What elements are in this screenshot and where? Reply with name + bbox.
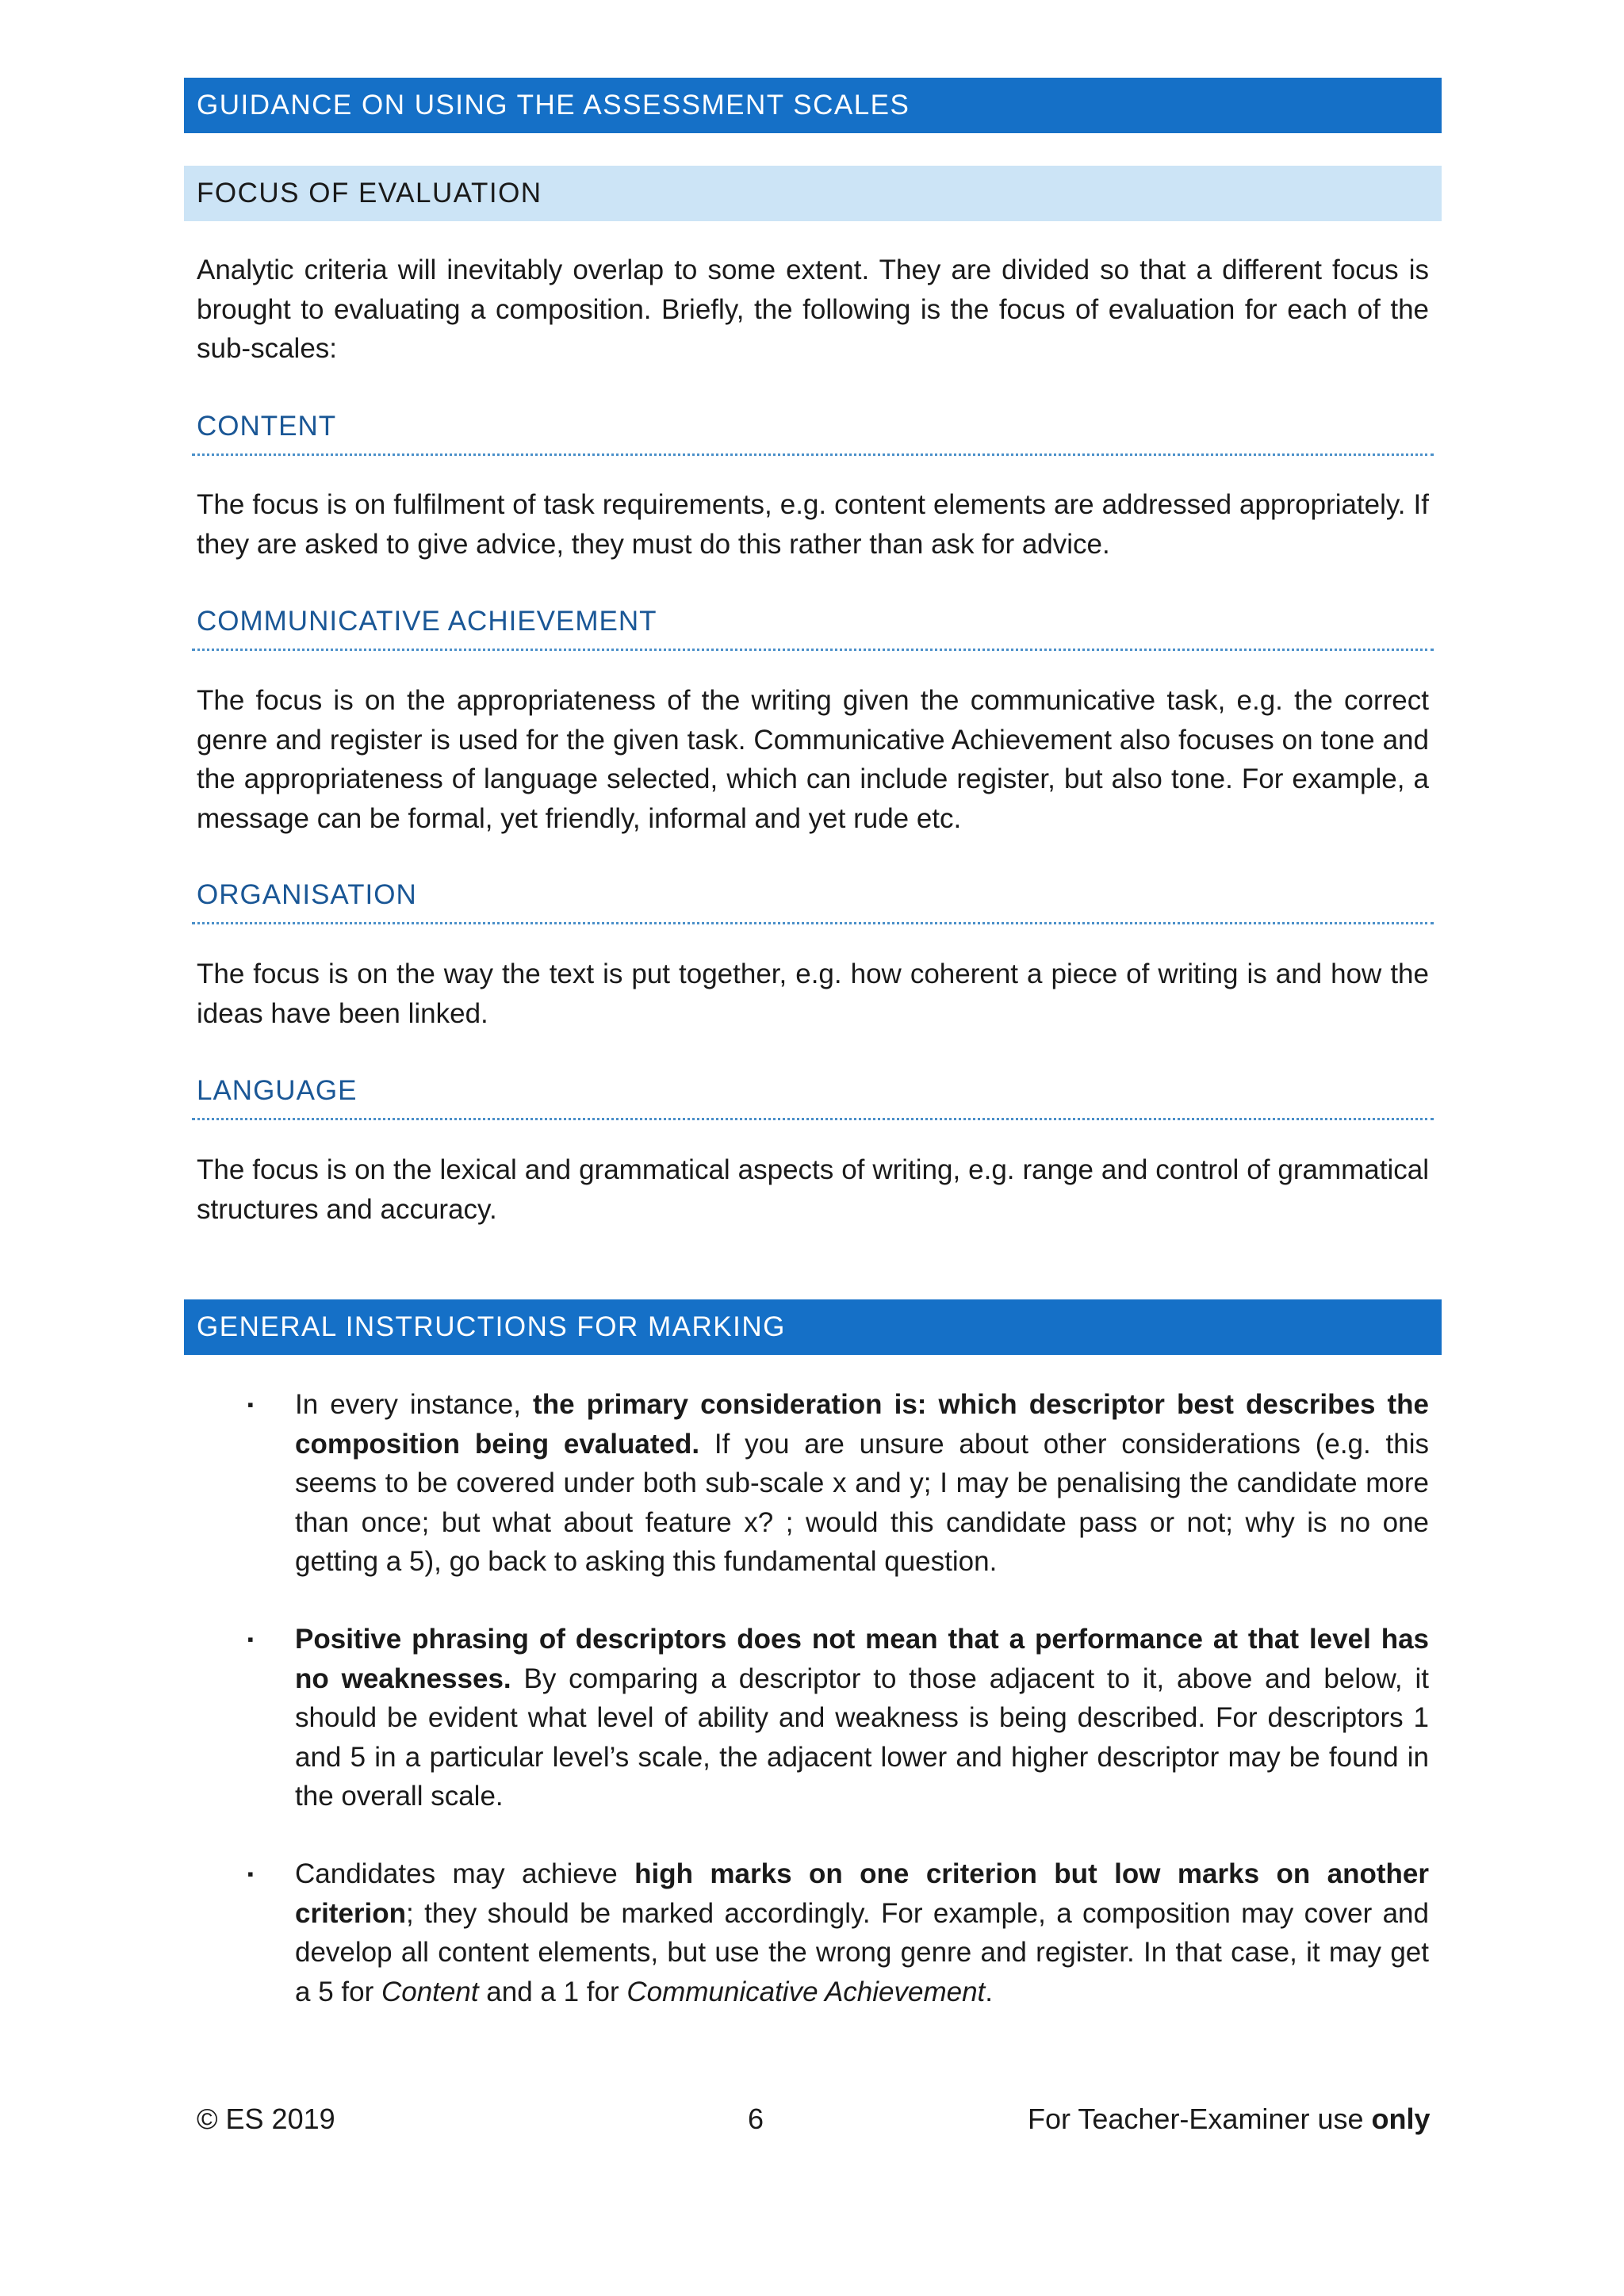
bullet-text: By comparing a descriptor to those adjacent to it, above and below, it should be evident what level of ability and weakness is being described. For descriptors 1 and 5 in a particular level’s scale, the adjacent lower and higher descriptor may be found in the overall scale. (295, 1663, 1429, 1812)
subheading-communicative-achievement: COMMUNICATIVE ACHIEVEMENT (192, 606, 1434, 651)
bullet-text: . (985, 1976, 994, 2007)
bullet-text: and a 1 for (478, 1976, 627, 2007)
communicative-paragraph: The focus is on the appropriateness of the writing given the communicative task, e.g. the correct genre and register is used for the given task. Communicative Achievement also focuses on tone and the appropriateness of language selected, which can include register, but also tone. For example, a message can be formal, yet friendly, informal and yet rude etc. (197, 685, 1429, 834)
bullet-text: Candidates may achieve (295, 1858, 635, 1889)
organisation-paragraph: The focus is on the way the text is put together, e.g. how coherent a piece of writing is and how the ideas have been linked. (197, 959, 1429, 1029)
language-paragraph: The focus is on the lexical and grammatical aspects of writing, e.g. range and control of grammatical structures and accuracy. (197, 1154, 1429, 1225)
bullet-bold-text: Positive phrasing of descriptors does not mean that a performance at that level has no weaknesses. (295, 1624, 1429, 1694)
subheading-organisation: ORGANISATION (192, 879, 1434, 924)
subheading-language: LANGUAGE (192, 1075, 1434, 1120)
bullet-primary-consideration (295, 1385, 1429, 1582)
bullet-text: ; they should be marked accordingly. For example, a composition may cover and develop all content elements, but use the wrong genre and register. In that case, it may get a 5 for (295, 1897, 1429, 2007)
content-paragraph: The focus is on fulfilment of task requirements, e.g. content elements are addressed appropriately. If they are asked to give advice, they must do this rather than ask for advice. (197, 489, 1429, 560)
bullet-text: If you are unsure about other considerations (e.g. this seems to be covered under both sub-scale x and y; I may be penalising the candidate more than once; but what about feature x? ; would this candidate pass or not; why is no one getting a 5), go back to asking this fundamental question. (295, 1428, 1429, 1577)
footer-copyright: © ES 2019 (197, 2103, 335, 2135)
section-header-general-instructions: GENERAL INSTRUCTIONS FOR MARKING (184, 1299, 1442, 1355)
bullet-high-low-marks (295, 1854, 1429, 2011)
footer-usage (1028, 2099, 1431, 2139)
subheading-content: CONTENT (192, 411, 1434, 456)
bullet-marker: ▪ (247, 1864, 254, 1884)
bullet-bold-text: high marks on one criterion but low marks on another criterion (295, 1858, 1429, 1929)
bullet-marker: ▪ (247, 1395, 254, 1414)
bullet-positive-phrasing (295, 1620, 1429, 1816)
footer-usage-text: For Teacher-Examiner use (1028, 2103, 1372, 2135)
intro-paragraph: Analytic criteria will inevitably overlap to some extent. They are divided so that a different focus is brought to evaluating a composition. Briefly, the following is the focus of evaluation for each of the sub-scales: (197, 254, 1429, 364)
section-header-guidance: GUIDANCE ON USING THE ASSESSMENT SCALES (184, 78, 1442, 133)
bullet-marker: ▪ (247, 1629, 254, 1649)
bullet-text: In every instance, (295, 1389, 534, 1420)
footer-page-number: 6 (748, 2103, 764, 2135)
bullet-bold-text: the primary consideration is: which descriptor best describes the composition being evaluated. (295, 1389, 1429, 1460)
bullet-italic-text: Communicative Achievement (626, 1976, 986, 2007)
bullet-italic-text: Content (381, 1976, 479, 2007)
section-header-focus: FOCUS OF EVALUATION (184, 166, 1442, 221)
footer-usage-bold: only (1371, 2103, 1431, 2135)
